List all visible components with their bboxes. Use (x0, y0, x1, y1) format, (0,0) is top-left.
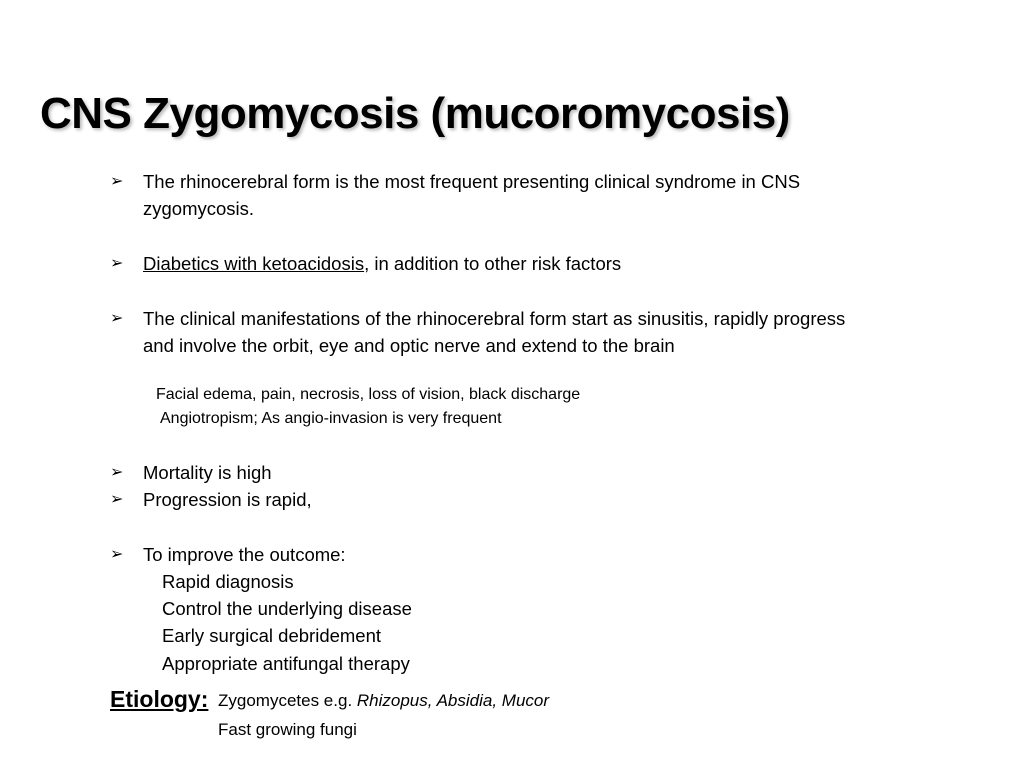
outcome-item: Early surgical debridement (162, 625, 382, 646)
bullet-text-diabetics (143, 250, 621, 277)
etiology-prefix: Zygomycetes e.g. (218, 691, 357, 710)
outcome-item: Control the underlying disease (162, 598, 412, 619)
arrowhead-bullet-icon: ➢ (110, 310, 124, 327)
bullet-text-diabetics-rest: , in addition to other risk factors (364, 253, 622, 274)
sub-text-angiotropism: Angiotropism; As angio-invasion is very frequent (160, 410, 502, 427)
arrowhead-bullet-icon: ➢ (110, 255, 124, 272)
sub-text-facial-edema: Facial edema, pain, necrosis, loss of vision, black discharge (156, 386, 581, 403)
slide-title: CNS Zygomycosis (mucoromycosis) (40, 89, 790, 138)
arrowhead-bullet-icon: ➢ (110, 491, 124, 508)
bullet-text-mortality: Mortality is high (143, 462, 272, 483)
etiology-fast-growing: Fast growing fungi (218, 720, 357, 739)
bullet-text-improve-outcome: To improve the outcome: (143, 544, 346, 565)
outcome-item: Rapid diagnosis (162, 571, 294, 592)
bullet-text-rhinocerebral-line2: zygomycosis. (143, 198, 255, 219)
etiology-label: Etiology: (110, 686, 209, 712)
etiology-genera: Rhizopus, Absidia, Mucor (356, 691, 550, 710)
arrowhead-bullet-icon: ➢ (110, 464, 124, 481)
etiology-text (218, 689, 549, 713)
bullet-text-manifestations-line1: The clinical manifestations of the rhinocerebral form start as sinusitis, rapidly progress (143, 308, 846, 329)
bullet-text-progression: Progression is rapid, (143, 489, 312, 510)
arrowhead-bullet-icon: ➢ (110, 173, 124, 190)
outcome-item: Appropriate antifungal therapy (162, 653, 410, 674)
bullet-text-manifestations-line2: and involve the orbit, eye and optic nerve and extend to the brain (143, 335, 675, 356)
underlined-phrase: Diabetics with ketoacidosis (143, 253, 365, 274)
bullet-text-rhinocerebral-line1: The rhinocerebral form is the most frequent presenting clinical syndrome in CNS (143, 171, 801, 192)
arrowhead-bullet-icon: ➢ (110, 546, 124, 563)
